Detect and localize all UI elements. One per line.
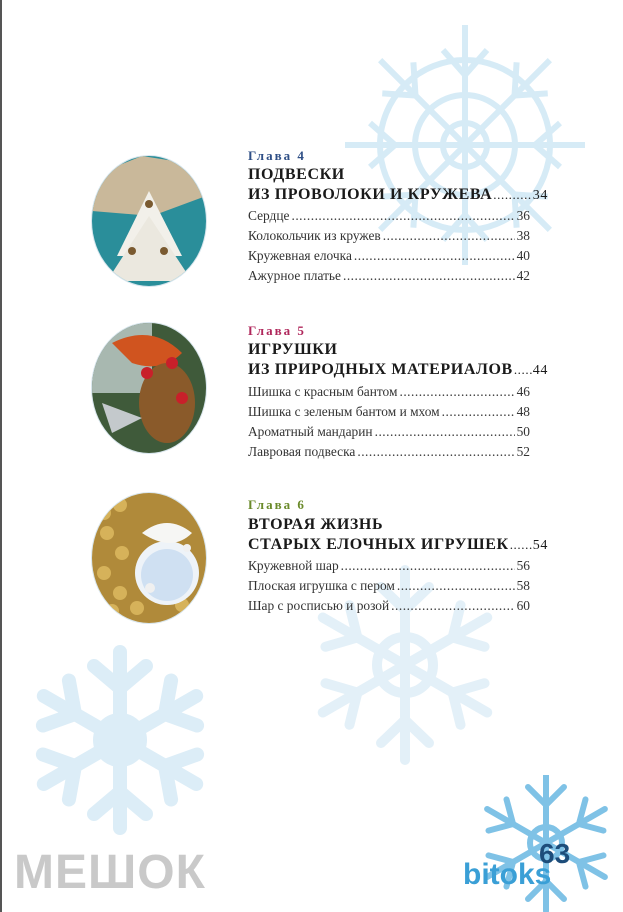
toc-item[interactable]: [248, 208, 530, 224]
chapter-5-title-line1: ИГРУШКИ: [248, 341, 338, 358]
toc-item-label: Шар с росписью и розой: [248, 598, 390, 613]
chapter-4-title-line2: [248, 185, 548, 206]
toc-item[interactable]: [248, 404, 530, 420]
toc-item-page: 52: [516, 444, 530, 459]
toc-item-page: 60: [516, 598, 530, 613]
toc-item[interactable]: [248, 424, 530, 440]
chapter-6-title-line2: [248, 535, 548, 556]
toc-item[interactable]: [248, 228, 530, 244]
snowflake-bottom-left-icon: [20, 640, 220, 840]
toc-item-label: Лавровая подвеска: [248, 444, 356, 459]
toc-item-page: 58: [516, 578, 530, 593]
toc-item[interactable]: [248, 598, 530, 614]
dot-leader: [383, 228, 515, 244]
chapter-6-title-line1: ВТОРАЯ ЖИЗНЬ: [248, 516, 384, 533]
toc-item-page: 46: [516, 384, 530, 399]
toc-item[interactable]: [248, 248, 530, 264]
dot-leader: [397, 578, 515, 594]
toc-item-label: Шишка с зеленым бантом и мхом: [248, 404, 440, 419]
toc-item-label: Плоская игрушка с пером: [248, 578, 395, 593]
toc-item-label: Сердце: [248, 208, 290, 223]
watermark-right: bitoks: [463, 858, 552, 891]
dot-leader: [493, 185, 532, 205]
dot-leader: [391, 598, 514, 614]
toc-item-label: Колокольчик из кружев: [248, 228, 381, 243]
chapter-5-title-line2: [248, 360, 548, 381]
toc-item-page: 38: [516, 228, 530, 243]
toc-item-page: 42: [516, 268, 530, 283]
dot-leader: [341, 558, 515, 574]
chapter-4-page: 34: [532, 188, 548, 203]
dot-leader: [442, 404, 515, 420]
chapter-6-title-text: СТАРЫХ ЕЛОЧНЫХ ИГРУШЕК: [248, 536, 509, 553]
watermark-left: МЕШОК: [14, 846, 206, 899]
toc-item-label: Ароматный мандарин: [248, 424, 373, 439]
toc-item-label: Кружевная елочка: [248, 248, 352, 263]
toc-item-label: Ажурное платье: [248, 268, 341, 283]
dot-leader: [510, 535, 532, 555]
dot-leader: [375, 424, 515, 440]
dot-leader: [343, 268, 515, 284]
chapter-4-title-text: ИЗ ПРОВОЛОКИ И КРУЖЕВА: [248, 186, 493, 203]
chapter-6-number: Глава 6: [248, 497, 306, 512]
toc-item[interactable]: [248, 558, 530, 574]
toc-item-page: 36: [516, 208, 530, 223]
toc-item-page: 48: [516, 404, 530, 419]
toc-item-label: Шишка с красным бантом: [248, 384, 398, 399]
chapter-5-number: Глава 5: [248, 323, 306, 338]
chapter-4-number: Глава 4: [248, 148, 306, 163]
toc-item-label: Кружевной шар: [248, 558, 339, 573]
chapter-6-photo: [91, 492, 207, 624]
dot-leader: [514, 360, 532, 380]
page-number: 63: [539, 838, 571, 869]
toc-item[interactable]: [248, 384, 530, 400]
chapter-4-title-line1: ПОДВЕСКИ: [248, 166, 345, 183]
chapter-4-photo: [91, 155, 207, 287]
dot-leader: [357, 444, 514, 460]
toc-item-page: 56: [516, 558, 530, 573]
chapter-5-page: 44: [532, 363, 548, 378]
dot-leader: [354, 248, 515, 264]
chapter-5-photo: [91, 322, 207, 454]
dot-leader: [399, 384, 514, 400]
chapter-5-title-text: ИЗ ПРИРОДНЫХ МАТЕРИАЛОВ: [248, 361, 513, 378]
dot-leader: [291, 208, 514, 224]
page-edge: [0, 0, 2, 912]
toc-item-page: 50: [516, 424, 530, 439]
toc-item[interactable]: [248, 268, 530, 284]
toc-item[interactable]: [248, 444, 530, 460]
chapter-6-page: 54: [532, 538, 548, 553]
toc-item[interactable]: [248, 578, 530, 594]
toc-item-page: 40: [516, 248, 530, 263]
